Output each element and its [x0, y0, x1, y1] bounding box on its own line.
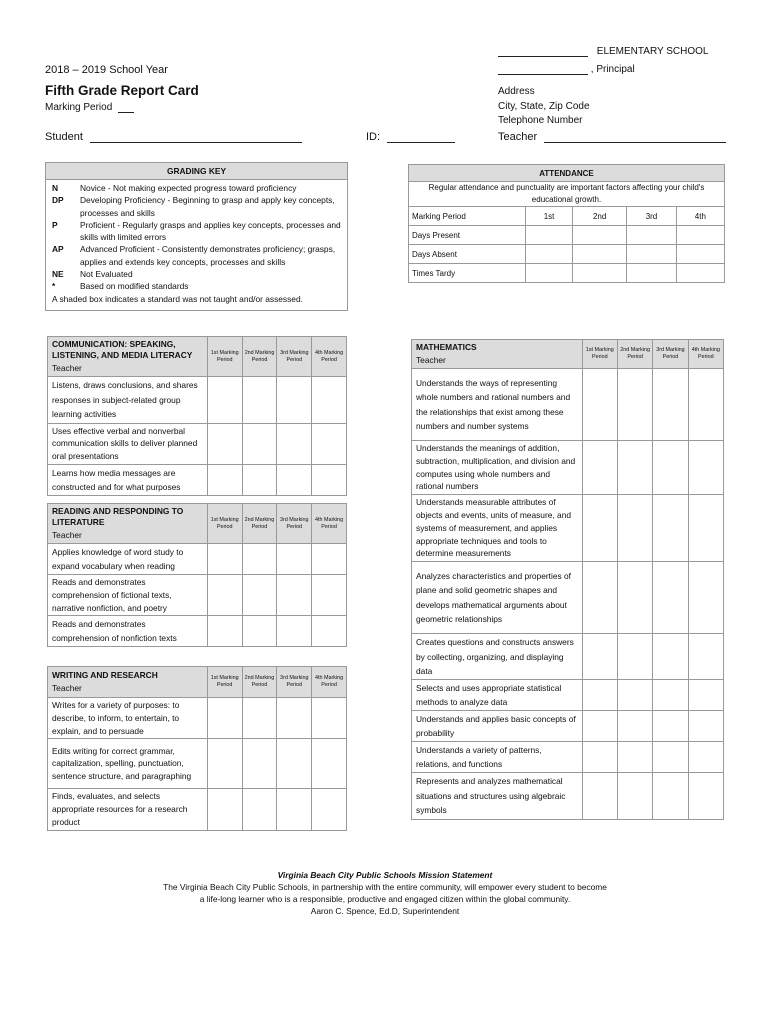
student-label: Student	[45, 131, 83, 143]
attendance-note: Regular attendance and punctuality are important factors affecting your child's educational growth.	[409, 182, 725, 207]
grade-cell[interactable]	[653, 562, 688, 634]
grade-cell[interactable]	[653, 441, 688, 495]
attendance-cell[interactable]	[526, 226, 573, 245]
attendance-period: 3rd	[627, 207, 676, 226]
grading-key-item	[46, 182, 347, 194]
telephone: Telephone Number	[498, 115, 583, 126]
standard-text: Understands the ways of representing whole numbers and rational numbers and the relationships that exist among these numbers and number systems	[412, 369, 583, 441]
grade-cell[interactable]	[582, 441, 617, 495]
grade-cell[interactable]	[277, 377, 312, 424]
mp-header: 1st Marking Period	[207, 504, 242, 544]
mp-header: 4th Marking Period	[312, 504, 347, 544]
subject-header	[412, 340, 583, 369]
attendance-period: 4th	[676, 207, 724, 226]
teacher-label: Teacher	[52, 363, 82, 373]
mp-header: 2nd Marking Period	[242, 337, 277, 377]
mission-signature: Aaron C. Spence, Ed.D, Superintendent	[310, 906, 460, 916]
school-label: ELEMENTARY SCHOOL	[596, 46, 709, 57]
mp-header: 1st Marking Period	[207, 337, 242, 377]
grade-cell[interactable]	[617, 369, 652, 441]
teacher-label: Teacher	[498, 131, 538, 143]
standard-text: Reads and demonstrates comprehension of fictional texts, narrative nonfiction, and poetry	[48, 575, 208, 616]
attendance-cell[interactable]	[526, 264, 573, 283]
grade-cell[interactable]	[277, 544, 312, 575]
address: Address	[498, 86, 535, 97]
grade-cell[interactable]	[582, 711, 617, 742]
mp-header: 4th Marking Period	[688, 340, 723, 369]
principal-line	[498, 64, 635, 75]
mp-header: 4th Marking Period	[312, 337, 347, 377]
grade-cell[interactable]	[688, 680, 723, 711]
attendance-row-label: Days Present	[409, 226, 526, 245]
report-title: Fifth Grade Report Card	[45, 83, 199, 98]
grade-cell[interactable]	[653, 634, 688, 680]
grade-cell[interactable]	[653, 711, 688, 742]
grade-cell[interactable]	[582, 680, 617, 711]
grade-cell[interactable]	[277, 575, 312, 616]
grading-desc: Proficient - Regularly grasps and applies key concepts, processes and skills with limited errors	[80, 219, 341, 243]
grade-cell[interactable]	[207, 423, 242, 464]
grade-cell[interactable]	[277, 698, 312, 739]
attendance-cell[interactable]	[627, 264, 676, 283]
grading-code: NE	[52, 269, 64, 280]
grade-cell[interactable]	[312, 377, 347, 424]
grade-cell[interactable]	[688, 634, 723, 680]
mission-statement	[0, 869, 770, 917]
subject-title: READING AND RESPONDING TO LITERATURE	[52, 506, 184, 527]
grade-cell[interactable]	[582, 773, 617, 819]
grade-cell[interactable]	[312, 698, 347, 739]
school-blank[interactable]	[498, 56, 588, 57]
grade-cell[interactable]	[312, 464, 347, 495]
grade-cell[interactable]	[242, 789, 277, 830]
subject-title: WRITING AND RESEARCH	[52, 670, 158, 680]
attendance-cell[interactable]	[526, 245, 573, 264]
standard-text: Analyzes characteristics and properties of plane and solid geometric shapes and develops mathematical arguments about geometric relationships	[412, 562, 583, 634]
grade-cell[interactable]	[617, 680, 652, 711]
grading-key-item	[46, 268, 347, 280]
standard-text: Understands the meanings of addition, subtraction, multiplication, and division and computes using whole numbers and rational numbers	[412, 441, 583, 495]
marking-period-line	[45, 102, 134, 113]
grade-cell[interactable]	[242, 423, 277, 464]
mp-header: 3rd Marking Period	[653, 340, 688, 369]
grade-cell[interactable]	[653, 742, 688, 773]
grading-desc: Based on modified standards	[80, 281, 189, 292]
reading-table	[47, 503, 347, 647]
grade-cell[interactable]	[242, 464, 277, 495]
school-year: 2018 – 2019 School Year	[45, 64, 168, 76]
standard-text: Listens, draws conclusions, and shares responses in subject-related group learning activities	[48, 377, 208, 424]
marking-period-blank[interactable]	[118, 112, 134, 113]
standard-text: Learns how media messages are constructed and for what purposes	[48, 464, 208, 495]
grading-desc: Not Evaluated	[80, 269, 133, 280]
teacher-line	[498, 131, 726, 143]
grade-cell[interactable]	[688, 562, 723, 634]
mp-header: 2nd Marking Period	[617, 340, 652, 369]
attendance-title: ATTENDANCE	[409, 165, 725, 182]
mission-title: Virginia Beach City Public Schools Mission Statement	[277, 870, 493, 880]
grade-cell[interactable]	[617, 495, 652, 562]
grade-cell[interactable]	[582, 495, 617, 562]
marking-period-label: Marking Period	[45, 102, 113, 113]
attendance-period: 1st	[526, 207, 573, 226]
grade-cell[interactable]	[688, 441, 723, 495]
standard-text: Edits writing for correct grammar, capitalization, spelling, punctuation, sentence structure, and paragraphing	[48, 739, 208, 789]
grading-key-item	[46, 219, 347, 244]
school-name-line	[498, 46, 708, 57]
mp-header: 3rd Marking Period	[277, 337, 312, 377]
attendance-row-label: Days Absent	[409, 245, 526, 264]
principal-label: , Principal	[590, 64, 635, 75]
grading-desc: Novice - Not making expected progress toward proficiency	[80, 183, 297, 193]
communication-table	[47, 336, 347, 496]
city-state-zip: City, State, Zip Code	[498, 101, 590, 112]
grade-cell[interactable]	[312, 616, 347, 647]
attendance-row-label: Times Tardy	[409, 264, 526, 283]
subject-title: MATHEMATICS	[416, 342, 477, 352]
grade-cell[interactable]	[653, 369, 688, 441]
attendance-cell[interactable]	[627, 226, 676, 245]
grade-cell[interactable]	[242, 377, 277, 424]
grade-cell[interactable]	[617, 711, 652, 742]
mp-header: 3rd Marking Period	[277, 667, 312, 698]
grade-cell[interactable]	[312, 575, 347, 616]
grade-cell[interactable]	[277, 616, 312, 647]
mission-line: The Virginia Beach City Public Schools, in partnership with the entire community, will empower every student to become	[163, 882, 607, 892]
attendance-cell[interactable]	[573, 245, 627, 264]
grade-cell[interactable]	[242, 616, 277, 647]
teacher-label: Teacher	[416, 355, 446, 365]
grade-cell[interactable]	[312, 544, 347, 575]
grade-cell[interactable]	[242, 544, 277, 575]
grade-cell[interactable]	[207, 377, 242, 424]
subject-header	[48, 504, 208, 544]
grade-cell[interactable]	[582, 634, 617, 680]
math-table	[411, 339, 724, 820]
grading-desc: Advanced Proficient - Consistently demonstrates proficiency; grasps, applies and extends key concepts, processes and skills	[80, 244, 336, 267]
attendance-cell[interactable]	[676, 264, 724, 283]
standard-text: Represents and analyzes mathematical situations and structures using algebraic symbols	[412, 773, 583, 819]
grade-cell[interactable]	[277, 739, 312, 789]
grade-cell[interactable]	[653, 495, 688, 562]
teacher-label: Teacher	[52, 683, 82, 693]
grade-cell[interactable]	[312, 739, 347, 789]
subject-header	[48, 337, 208, 377]
standard-text: Understands measurable attributes of objects and events, units of measure, and systems of measurement, and applies appropriate techniques and tools to determine measurements	[412, 495, 583, 562]
grading-code: AP	[52, 244, 64, 255]
grade-cell[interactable]	[617, 773, 652, 819]
grade-cell[interactable]	[653, 680, 688, 711]
attendance-cell[interactable]	[627, 245, 676, 264]
grading-key	[45, 162, 348, 311]
standard-text: Finds, evaluates, and selects appropriate resources for a research product	[48, 789, 208, 830]
mission-line: a life-long learner who is a responsible, productive and engaged citizen within the global community.	[199, 894, 571, 904]
grade-cell[interactable]	[688, 742, 723, 773]
standard-text: Creates questions and constructs answers by collecting, organizing, and displaying data	[412, 634, 583, 680]
grade-cell[interactable]	[653, 773, 688, 819]
grade-cell[interactable]	[207, 575, 242, 616]
grade-cell[interactable]	[582, 369, 617, 441]
id-label: ID:	[366, 131, 381, 143]
subject-title: COMMUNICATION: SPEAKING, LISTENING, AND MEDIA LITERACY	[52, 339, 193, 360]
id-blank[interactable]	[387, 142, 455, 143]
mp-header: 2nd Marking Period	[242, 667, 277, 698]
grade-cell[interactable]	[207, 739, 242, 789]
grading-key-item	[46, 280, 347, 292]
standard-text: Understands a variety of patterns, relations, and functions	[412, 742, 583, 773]
grading-key-item	[46, 194, 347, 219]
standard-text: Applies knowledge of word study to expand vocabulary when reading	[48, 544, 208, 575]
grade-cell[interactable]	[242, 698, 277, 739]
grade-cell[interactable]	[688, 495, 723, 562]
mp-header: 2nd Marking Period	[242, 504, 277, 544]
grading-code: DP	[52, 195, 64, 206]
mp-header: 3rd Marking Period	[277, 504, 312, 544]
grading-code: N	[52, 183, 59, 193]
attendance-cell[interactable]	[676, 226, 724, 245]
subject-header	[48, 667, 208, 698]
attendance-cell[interactable]	[573, 226, 627, 245]
grade-cell[interactable]	[582, 742, 617, 773]
grade-cell[interactable]	[312, 423, 347, 464]
attendance-table	[408, 164, 725, 283]
grading-desc: Developing Proficiency - Beginning to grasp and apply key concepts, processes and skills	[80, 195, 335, 218]
grading-code: P	[52, 219, 58, 230]
grade-cell[interactable]	[688, 773, 723, 819]
grade-cell[interactable]	[277, 789, 312, 830]
grade-cell[interactable]	[207, 616, 242, 647]
student-line	[45, 131, 302, 143]
grade-cell[interactable]	[617, 742, 652, 773]
grade-cell[interactable]	[207, 698, 242, 739]
grade-cell[interactable]	[207, 544, 242, 575]
grade-cell[interactable]	[582, 562, 617, 634]
standard-text: Uses effective verbal and nonverbal communication skills to deliver planned oral presentations	[48, 423, 208, 464]
standard-text: Understands and applies basic concepts of probability	[412, 711, 583, 742]
grade-cell[interactable]	[617, 634, 652, 680]
principal-blank[interactable]	[498, 74, 588, 75]
standard-text: Reads and demonstrates comprehension of nonfiction texts	[48, 616, 208, 647]
grade-cell[interactable]	[688, 711, 723, 742]
grade-cell[interactable]	[242, 575, 277, 616]
student-blank[interactable]	[90, 142, 302, 143]
grade-cell[interactable]	[688, 369, 723, 441]
grade-cell[interactable]	[617, 562, 652, 634]
grade-cell[interactable]	[207, 464, 242, 495]
mp-header: 1st Marking Period	[582, 340, 617, 369]
attendance-row-label: Marking Period	[409, 207, 526, 226]
id-line	[366, 131, 455, 143]
standard-text: Writes for a variety of purposes: to describe, to inform, to entertain, to explain, and to persuade	[48, 698, 208, 739]
grade-cell[interactable]	[312, 789, 347, 830]
mp-header: 1st Marking Period	[207, 667, 242, 698]
standard-text: Selects and uses appropriate statistical methods to analyze data	[412, 680, 583, 711]
teacher-blank[interactable]	[544, 142, 726, 143]
teacher-label: Teacher	[52, 530, 82, 540]
grade-cell[interactable]	[207, 789, 242, 830]
grading-key-title: GRADING KEY	[46, 163, 347, 180]
mp-header: 4th Marking Period	[312, 667, 347, 698]
attendance-cell[interactable]	[676, 245, 724, 264]
grade-cell[interactable]	[617, 441, 652, 495]
grading-code: *	[52, 281, 56, 292]
grading-key-note: A shaded box indicates a standard was not taught and/or assessed.	[52, 293, 303, 304]
attendance-period: 2nd	[573, 207, 627, 226]
writing-table	[47, 666, 347, 831]
grade-cell[interactable]	[242, 739, 277, 789]
grade-cell[interactable]	[277, 464, 312, 495]
grade-cell[interactable]	[277, 423, 312, 464]
grading-key-item	[46, 243, 347, 268]
attendance-cell[interactable]	[573, 264, 627, 283]
